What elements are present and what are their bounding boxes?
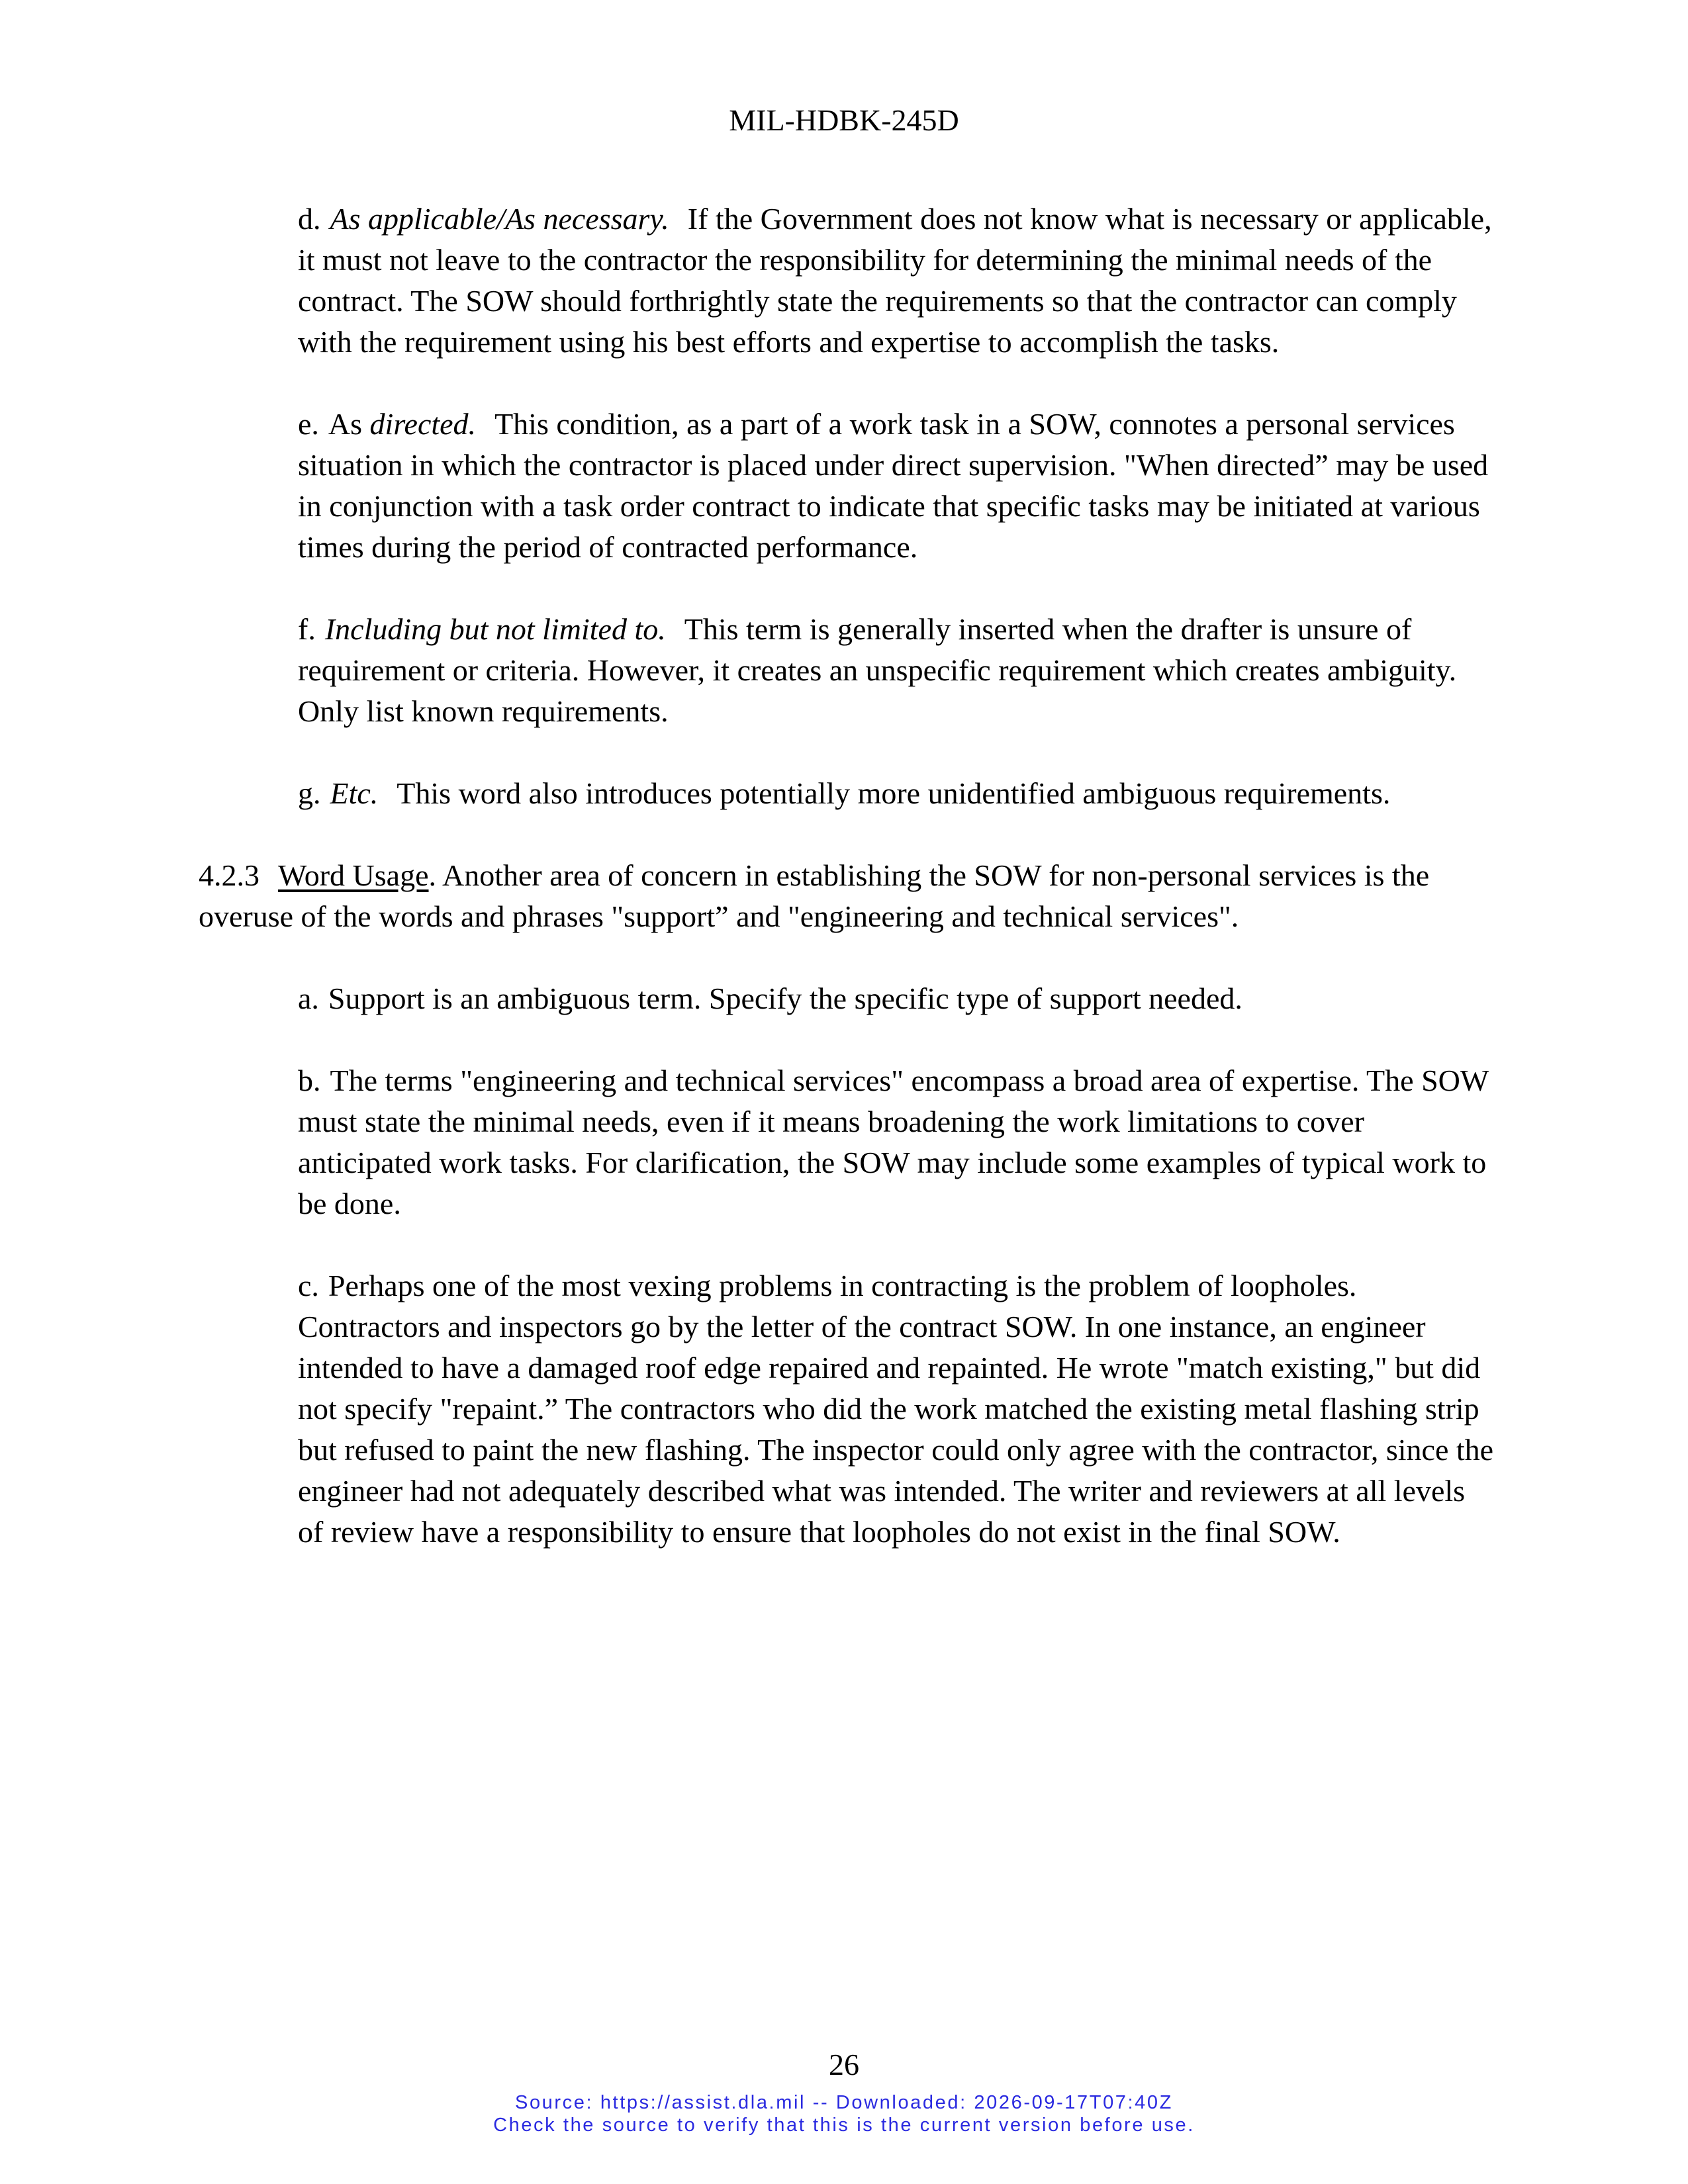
page-number: 26: [829, 2048, 859, 2081]
document-id-header: MIL-HDBK-245D: [729, 103, 959, 137]
section-title: Word Usage: [278, 858, 429, 892]
item-a: [199, 978, 1496, 1019]
paragraph-d-marker: d.: [298, 202, 321, 236]
paragraph-d-term: As applicable/As necessary.: [330, 202, 669, 236]
section-number: 4.2.3: [199, 858, 259, 892]
paragraph-e-lead: As: [328, 407, 363, 441]
paragraph-e-marker: e.: [298, 407, 319, 441]
paragraph-d: [199, 199, 1496, 363]
item-b-marker: b.: [298, 1064, 321, 1097]
paragraph-d-text: If the Government does not know what is necessary or applicable, it must not leave to the contractor the responsibility for determining the minimal needs of the contract. The SOW should forthrightly state the requirements so that the contractor can comply with the requirement using his best efforts and expertise to accomplish the tasks.: [298, 202, 1492, 359]
paragraph-g-marker: g.: [298, 776, 321, 810]
paragraph-f-text: This term is generally inserted when the drafter is unsure of requirement or criteria. However, it creates an unspecific requirement which creates ambiguity. Only list known requirements.: [298, 612, 1457, 728]
check-source-line: Check the source to verify that this is the current version before use.: [493, 2115, 1195, 2136]
item-a-text: Support is an ambiguous term. Specify the specific type of support needed.: [328, 981, 1243, 1015]
item-c-text: Perhaps one of the most vexing problems in contracting is the problem of loopholes. Contractors and inspectors go by the letter of the contract SOW. In one instance, an engineer intended to have a damaged roof edge repaired and repainted. He wrote "match existing," but did not specify "repaint.” The contractors who did the work matched the existing metal flashing strip but refused to paint the new flashing. The inspector could only agree with the contractor, since the engineer had not adequately described what was intended. The writer and reviewers at all levels of review have a responsibility to ensure that loopholes do not exist in the final SOW.: [298, 1269, 1494, 1549]
section-4-2-3: [199, 855, 1496, 937]
item-b: [199, 1060, 1496, 1224]
paragraph-f: [199, 609, 1496, 732]
paragraph-e-text: This condition, as a part of a work task in a SOW, connotes a personal services situation in which the contractor is placed under direct supervision. "When directed” may be used in conjunction with a task order contract to indicate that specific tasks may be initiated at various times during the period of contracted performance.: [298, 407, 1489, 564]
document-body: [199, 199, 1496, 1594]
source-line: Source: https://assist.dla.mil -- Downloaded: 2026-09-17T07:40Z: [515, 2092, 1173, 2113]
item-b-text: The terms "engineering and technical services" encompass a broad area of expertise. The SOW must state the minimal needs, even if it means broadening the work limitations to cover anticipated work tasks. For clarification, the SOW may include some examples of typical work to be done.: [298, 1064, 1489, 1220]
paragraph-g-text: This word also introduces potentially more unidentified ambiguous requirements.: [397, 776, 1391, 810]
paragraph-g-term: Etc.: [330, 776, 379, 810]
item-c: [199, 1265, 1496, 1553]
section-text: . Another area of concern in establishing the SOW for non-personal services is the overuse of the words and phrases "support” and "engineering and technical services".: [199, 858, 1430, 933]
paragraph-f-marker: f.: [298, 612, 316, 646]
item-a-marker: a.: [298, 981, 319, 1015]
item-c-marker: c.: [298, 1269, 319, 1302]
paragraph-e: [199, 404, 1496, 568]
paragraph-f-term: Including but not limited to.: [324, 612, 666, 646]
paragraph-e-term: directed.: [369, 407, 477, 441]
paragraph-g: [199, 773, 1496, 814]
source-note: [0, 2091, 1688, 2136]
